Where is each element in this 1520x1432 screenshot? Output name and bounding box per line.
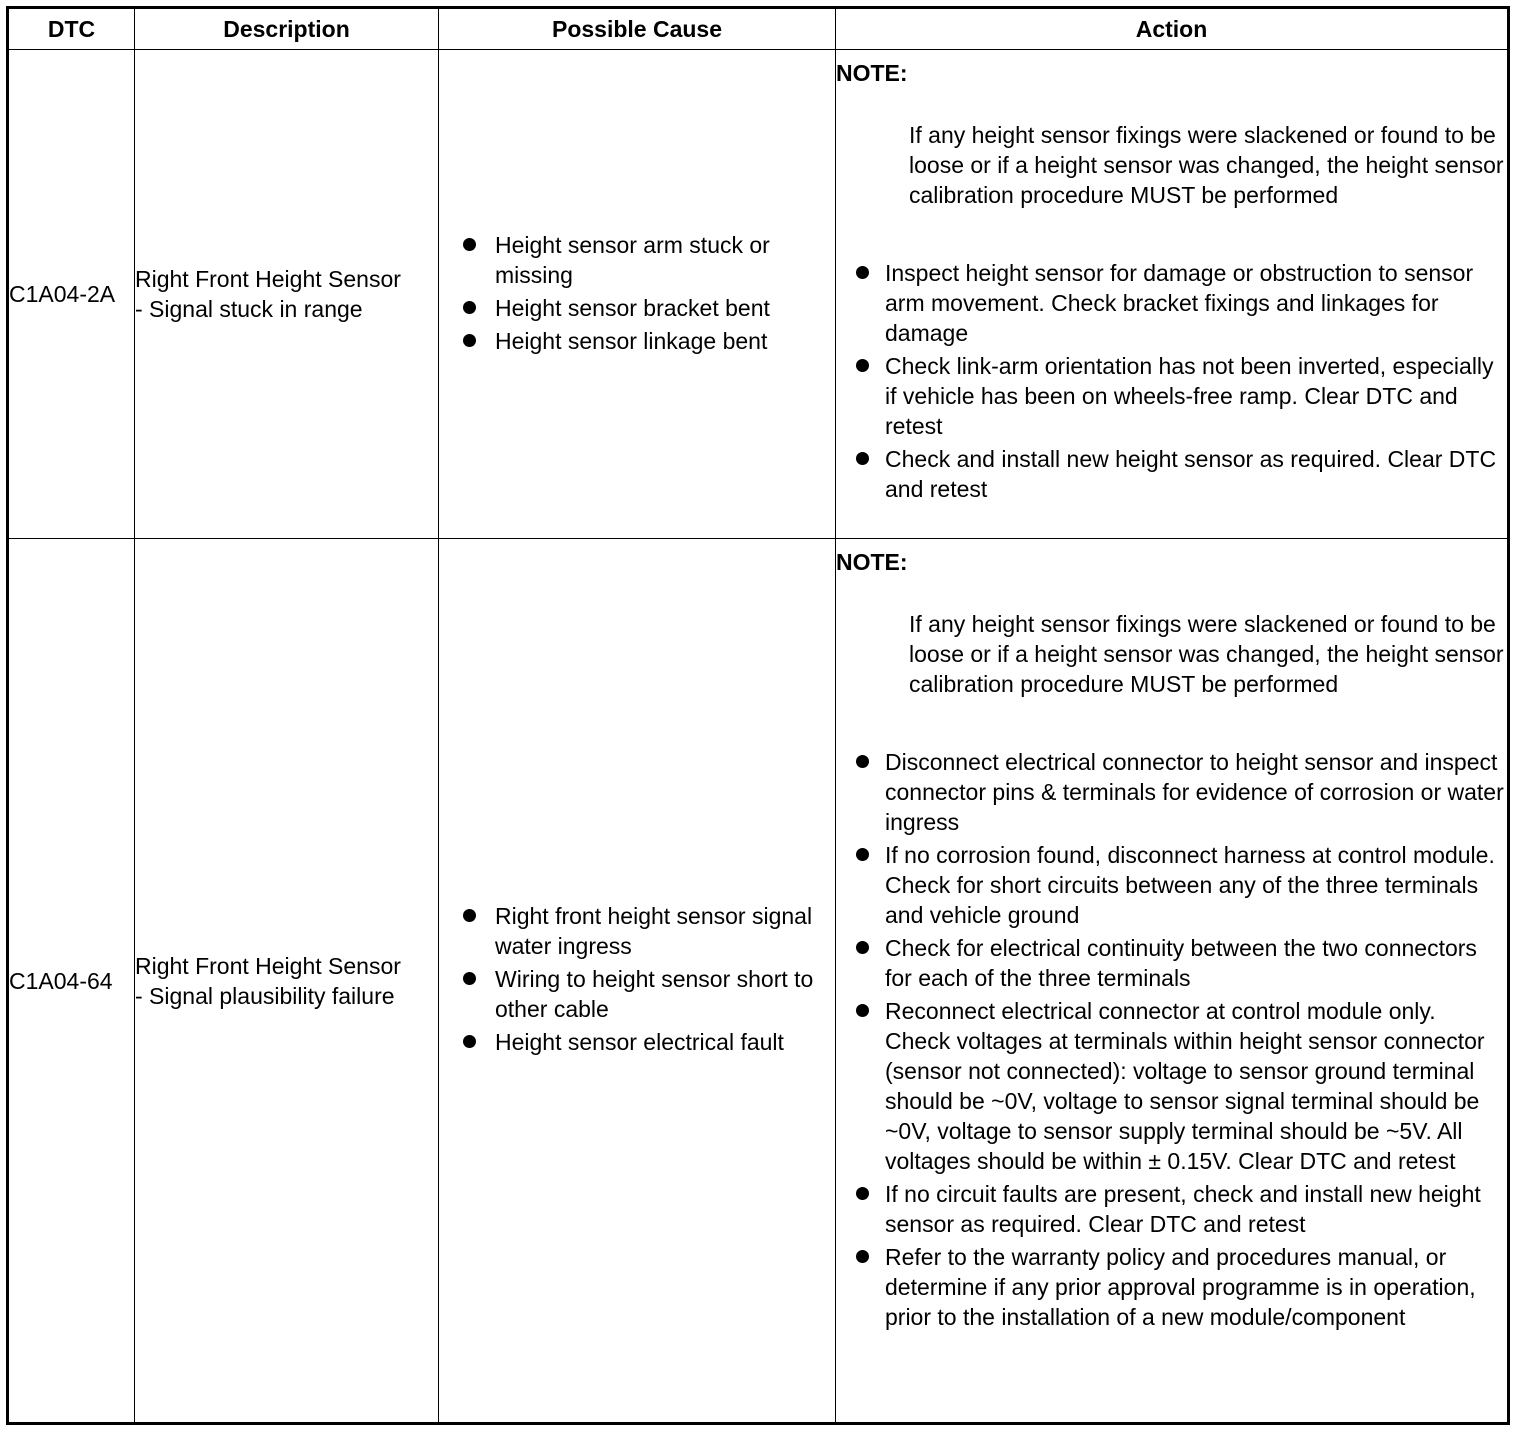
description-line: - Signal stuck in range bbox=[135, 296, 363, 322]
action-list bbox=[836, 258, 1507, 504]
action-list bbox=[836, 747, 1507, 1332]
description-cell bbox=[135, 50, 439, 539]
dtc-code: C1A04-2A bbox=[8, 50, 135, 539]
note-text: If any height sensor fixings were slackened or found to be loose or if a height sensor was changed, the height sensor calibration procedure MUST be performed bbox=[909, 611, 1504, 697]
table-row bbox=[8, 539, 1509, 1424]
description-line: Right Front Height Sensor bbox=[135, 266, 401, 292]
possible-cause-cell bbox=[439, 539, 836, 1424]
cause-item: Height sensor electrical fault bbox=[439, 1027, 835, 1057]
cause-item: Height sensor arm stuck or missing bbox=[439, 230, 835, 290]
cause-item: Height sensor bracket bent bbox=[439, 293, 835, 323]
possible-cause-cell bbox=[439, 50, 836, 539]
table-row bbox=[8, 50, 1509, 539]
action-item: Check and install new height sensor as required. Clear DTC and retest bbox=[836, 444, 1507, 504]
note-text: If any height sensor fixings were slackened or found to be loose or if a height sensor was changed, the height sensor calibration procedure MUST be performed bbox=[909, 122, 1504, 208]
cause-list bbox=[439, 901, 835, 1057]
description-cell bbox=[135, 539, 439, 1424]
cause-list bbox=[439, 230, 835, 356]
dtc-table bbox=[6, 6, 1510, 1425]
action-item: Reconnect electrical connector at control module only. Check voltages at terminals within height sensor connector (sensor not connected): voltage to sensor ground terminal should be ~0V, voltage to sensor signal terminal should be ~0V, voltage to sensor supply terminal should be ~5V. All voltages should be within ± 0.15V. Clear DTC and retest bbox=[836, 996, 1507, 1176]
action-item: Check link-arm orientation has not been inverted, especially if vehicle has been on wheels-free ramp. Clear DTC and retest bbox=[836, 351, 1507, 441]
header-dtc: DTC bbox=[8, 8, 135, 50]
action-item: Inspect height sensor for damage or obstruction to sensor arm movement. Check bracket fixings and linkages for damage bbox=[836, 258, 1507, 348]
note-label: NOTE: bbox=[836, 60, 908, 86]
header-action: Action bbox=[836, 8, 1509, 50]
cause-item: Height sensor linkage bent bbox=[439, 326, 835, 356]
action-item: If no corrosion found, disconnect harness at control module. Check for short circuits between any of the three terminals and vehicle ground bbox=[836, 840, 1507, 930]
cause-item: Right front height sensor signal water ingress bbox=[439, 901, 835, 961]
action-cell bbox=[836, 50, 1509, 539]
action-item: Check for electrical continuity between the two connectors for each of the three terminals bbox=[836, 933, 1507, 993]
note-label: NOTE: bbox=[836, 549, 908, 575]
action-item: If no circuit faults are present, check and install new height sensor as required. Clear DTC and retest bbox=[836, 1179, 1507, 1239]
description-line: - Signal plausibility failure bbox=[135, 982, 395, 1009]
header-possible-cause: Possible Cause bbox=[439, 8, 836, 50]
header-description: Description bbox=[135, 8, 439, 50]
action-item: Refer to the warranty policy and procedures manual, or determine if any prior approval programme is in operation, prior to the installation of a new module/component bbox=[836, 1242, 1507, 1332]
header-row bbox=[8, 8, 1509, 50]
action-item: Disconnect electrical connector to height sensor and inspect connector pins & terminals for evidence of corrosion or water ingress bbox=[836, 747, 1507, 837]
dtc-code: C1A04-64 bbox=[8, 539, 135, 1424]
description-line: Right Front Height Sensor bbox=[135, 952, 401, 979]
action-cell bbox=[836, 539, 1509, 1424]
cause-item: Wiring to height sensor short to other cable bbox=[439, 964, 835, 1024]
